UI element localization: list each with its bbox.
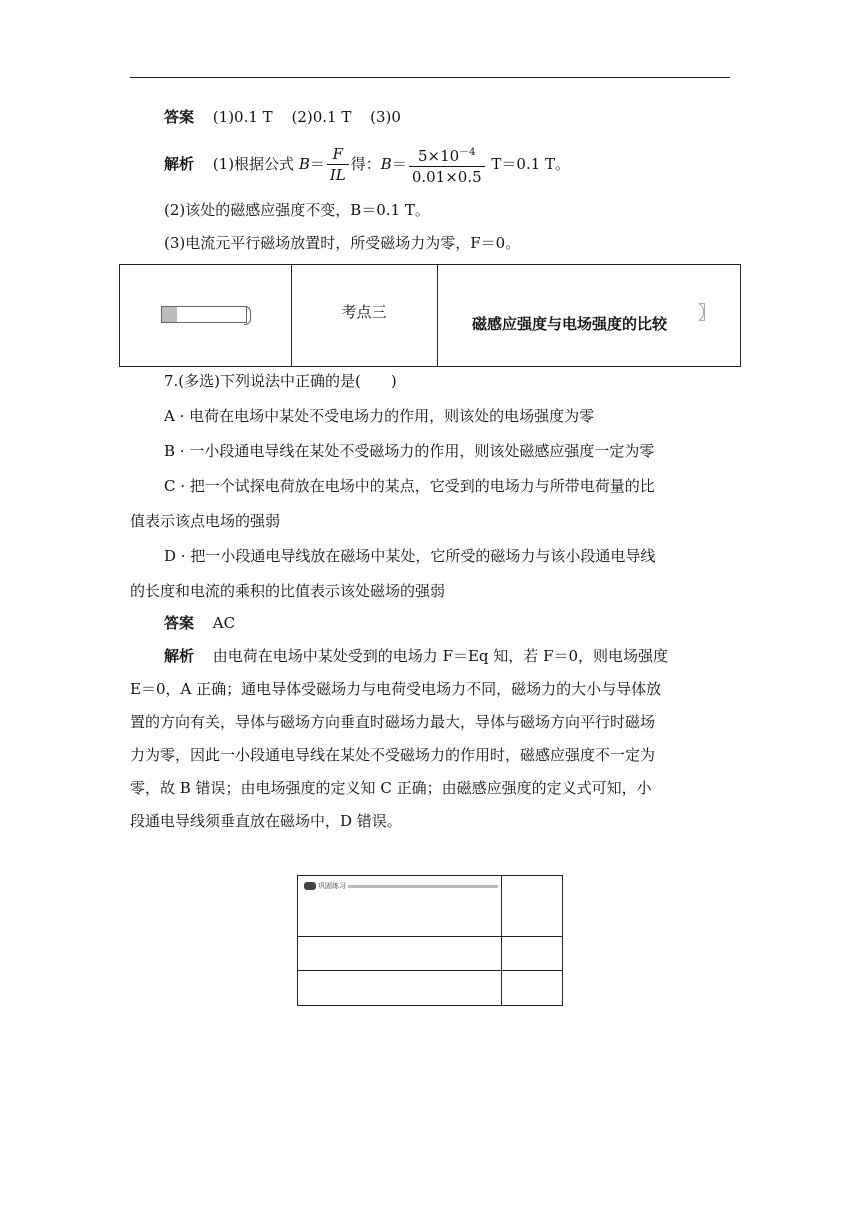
section-bracket: 〗 <box>698 303 716 324</box>
section-icon-cell <box>120 265 292 366</box>
exercise-header-label: 巩固练习 <box>318 882 346 890</box>
analysis2-line-5: 零，故 B 错误；由电场强度的定义知 C 正确；由磁感应强度的定义式可知，小 <box>130 779 652 797</box>
analysis2-line-1 <box>164 645 668 667</box>
analysis-text: 得： <box>350 155 381 173</box>
analysis2-line-4: 力为零，因此一小段通电导线在某处不受磁场力的作用时，磁感应强度不一定为 <box>130 746 656 764</box>
section-header-table <box>119 264 741 367</box>
option-d-line-1: D · 把一小段通电导线放在磁场中某处，它所受的磁场力与该小段通电导线 <box>164 547 656 565</box>
header-divider-bar <box>348 885 498 888</box>
symbol-b: B <box>298 155 310 173</box>
answer-line-1 <box>164 106 401 128</box>
formula-fraction <box>327 145 349 186</box>
equals-sign: ＝ <box>309 155 325 173</box>
progress-bar-icon <box>161 306 247 323</box>
option-b: B · 一小段通电导线在某处不受磁场力的作用，则该处磁感应强度一定为零 <box>164 442 655 460</box>
section-index-cell <box>291 265 438 366</box>
progress-bar-cap <box>244 306 251 325</box>
section-title: 磁感应强度与电场强度的比较 <box>472 315 668 333</box>
answer-part-1: (1)0.1 T <box>212 108 273 126</box>
answer-part-2: (2)0.1 T <box>291 108 352 126</box>
equals-sign: ＝ <box>391 155 407 173</box>
analysis-line-3: (3)电流元平行磁场放置时，所受磁场力为零，F＝0。 <box>164 234 521 252</box>
section-index: 考点三 <box>341 303 387 321</box>
analysis2-text-1: 由电荷在电场中某处受到的电场力 F＝Eq 知，若 F＝0，则电场强度 <box>212 647 669 665</box>
fraction-denominator: 0.01×0.5 <box>411 167 482 186</box>
exercise-header <box>304 881 346 891</box>
analysis2-line-3: 置的方向有关，导体与磁场方向垂直时磁场力最大，导体与磁场方向平行时磁场 <box>130 713 656 731</box>
table-vertical-rule <box>501 876 502 1005</box>
answer-part-3: (3)0 <box>370 108 401 126</box>
answer-value: AC <box>212 614 236 632</box>
table-row-divider-1 <box>298 936 562 937</box>
answer-label: 答案 <box>164 108 195 126</box>
header-rule <box>130 77 730 78</box>
fraction-numerator <box>409 143 485 167</box>
analysis-label: 解析 <box>164 647 195 665</box>
option-d-line-2: 的长度和电流的乘积的比值表示该处磁场的强弱 <box>130 582 446 600</box>
symbol-b: B <box>380 155 392 173</box>
analysis-result: T＝0.1 T。 <box>486 155 571 173</box>
fraction-denominator: IL <box>329 165 346 184</box>
analysis-text: (1)根据公式 <box>212 155 299 173</box>
progress-bar-fill <box>162 307 177 322</box>
value-fraction <box>409 143 485 188</box>
table-row-divider-2 <box>298 970 562 971</box>
exercise-table <box>297 875 563 1006</box>
analysis-line-2: (2)该处的磁感应强度不变，B＝0.1 T。 <box>164 201 430 219</box>
analysis-label: 解析 <box>164 155 195 173</box>
fraction-numerator: F <box>327 145 349 165</box>
exercise-icon <box>304 882 316 890</box>
option-c-line-1: C · 把一个试探电荷放在电场中的某点，它受到的电场力与所带电荷量的比 <box>164 477 655 495</box>
answer-line-2 <box>164 612 235 634</box>
analysis2-line-6: 段通电导线须垂直放在磁场中，D 错误。 <box>130 812 402 830</box>
numerator-base: 5×10 <box>417 146 460 165</box>
question-stem: 7.(多选)下列说法中正确的是( ) <box>164 372 397 390</box>
analysis2-line-2: E＝0，A 正确；通电导体受磁场力与电荷受电场力不同，磁场力的大小与导体放 <box>130 680 662 698</box>
answer-label: 答案 <box>164 614 195 632</box>
numerator-exponent: －4 <box>459 146 476 158</box>
analysis-line-1 <box>164 142 570 186</box>
option-a: A · 电荷在电场中某处不受电场力的作用，则该处的电场强度为零 <box>164 407 595 425</box>
option-c-line-2: 值表示该点电场的强弱 <box>130 512 281 530</box>
